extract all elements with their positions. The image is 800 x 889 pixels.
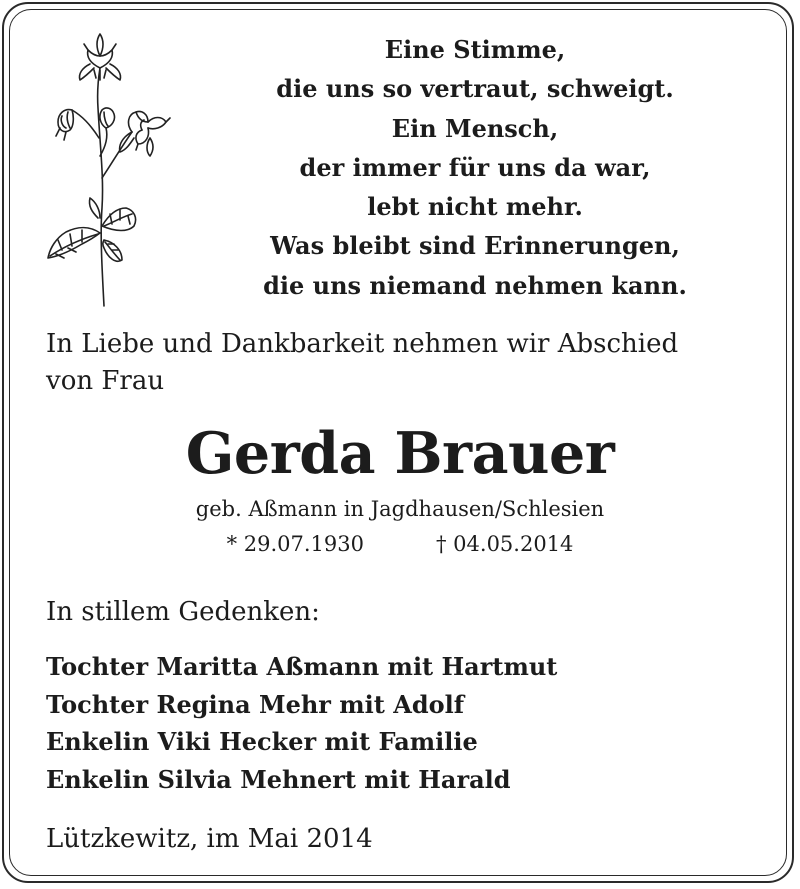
poem-line: die uns so vertraut, schweigt. [276, 74, 674, 104]
poem-line: die uns niemand nehmen kann. [263, 270, 687, 300]
deceased-name: Gerda Brauer [185, 420, 615, 487]
farewell-intro [46, 326, 766, 400]
mourners-list [46, 648, 557, 798]
mourner-line: Enkelin Silvia Mehnert mit Harald [46, 764, 511, 794]
intro-line: In Liebe und Dankbarkeit nehmen wir Abschied [46, 329, 679, 359]
poem-line: Was bleibt sind Erinnerungen, [270, 231, 680, 261]
gedenken-heading: In stillem Gedenken: [46, 597, 320, 627]
poem-line: Eine Stimme, [384, 35, 566, 64]
life-dates [0, 528, 800, 560]
poem [200, 30, 750, 305]
place-date: Lützkewitz, im Mai 2014 [46, 824, 373, 854]
mourner-line: Tochter Regina Mehr mit Adolf [46, 689, 465, 719]
mourner-line: Enkelin Viki Hecker mit Familie [46, 727, 478, 756]
death-date: † 04.05.2014 [436, 532, 574, 556]
mourner-line: Tochter Maritta Aßmann mit Hartmut [46, 652, 558, 681]
poem-line: lebt nicht mehr. [367, 192, 583, 222]
top-blossom [79, 34, 120, 80]
intro-line: von Frau [46, 366, 165, 396]
birth-date: * 29.07.1930 [226, 532, 364, 556]
birth-info: geb. Aßmann in Jagdhausen/Schlesien [195, 497, 605, 521]
poem-line: der immer für uns da war, [299, 152, 651, 182]
columbine-flower-icon [42, 28, 172, 310]
poem-line: Ein Mensch, [391, 113, 559, 143]
